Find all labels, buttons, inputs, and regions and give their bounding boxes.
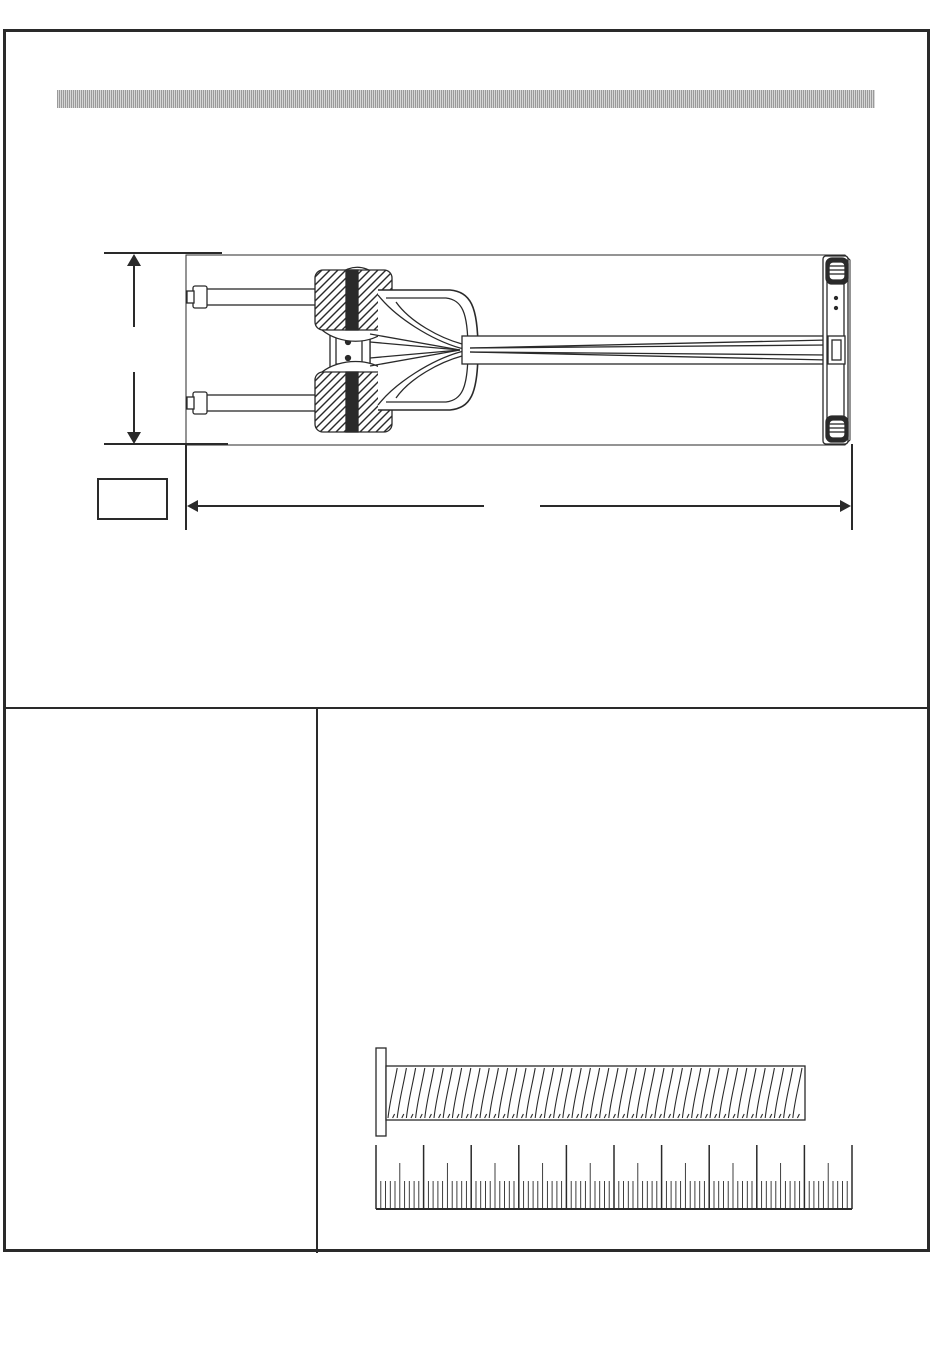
vertical-dimension-arrow xyxy=(104,253,228,444)
measuring-ruler xyxy=(376,1145,852,1209)
horizontal-dimension-arrow xyxy=(186,444,852,530)
threaded-bolt xyxy=(376,1048,805,1136)
blank-label-box xyxy=(97,478,168,520)
machine-top-view-drawing xyxy=(186,255,850,445)
